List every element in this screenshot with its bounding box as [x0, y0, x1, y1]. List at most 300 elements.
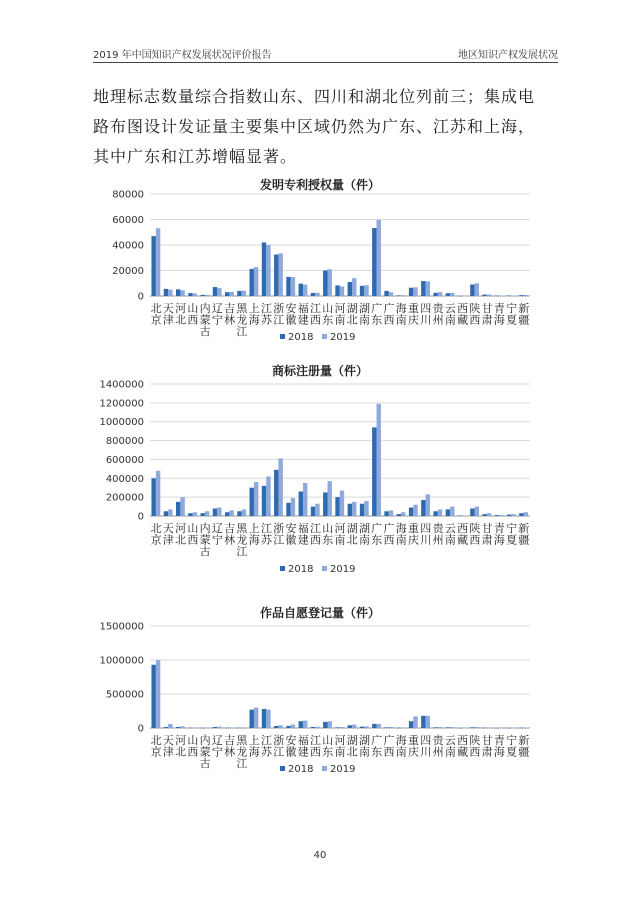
bar-2019 — [254, 267, 258, 296]
bar-2019 — [266, 710, 270, 728]
x-tick-label: 林 — [224, 745, 236, 759]
bar-2018 — [151, 478, 155, 516]
bar-2018 — [164, 727, 168, 728]
bar-2018 — [470, 727, 474, 728]
bar-2018 — [262, 486, 266, 516]
bar-2019 — [156, 660, 160, 728]
x-tick-label: 川 — [420, 745, 432, 759]
bar-2019 — [193, 293, 197, 296]
y-tick-label: 80000 — [112, 189, 144, 201]
bar-2019 — [475, 283, 479, 296]
x-tick-label: 北 — [150, 522, 162, 535]
x-tick-label: 云 — [444, 522, 456, 535]
bar-2019 — [327, 721, 331, 728]
bar-2018 — [250, 488, 254, 516]
x-tick-label: 津 — [162, 313, 174, 327]
x-tick-label: 宁 — [211, 745, 223, 759]
bar-2018 — [299, 491, 303, 516]
x-tick-label: 江 — [309, 302, 321, 315]
x-tick-label: 蒙 — [199, 313, 211, 327]
body-paragraph: 地理标志数量综合指数山东、四川和湖北位列前三；集成电路布图设计发证量主要集中区域仍然为广东、江苏和上海，其中广东和江苏增幅显著。 — [93, 87, 536, 166]
x-tick-label: 重 — [408, 522, 420, 535]
x-tick-label: 京 — [150, 313, 162, 327]
x-tick-label: 北 — [150, 302, 162, 315]
bar-2019 — [450, 507, 454, 516]
bar-2019 — [426, 716, 430, 728]
bar-2018 — [507, 295, 511, 296]
x-tick-label: 苏 — [260, 313, 272, 327]
bar-2019 — [266, 476, 270, 516]
bar-2019 — [475, 727, 479, 728]
x-tick-label: 苏 — [260, 745, 272, 759]
bar-2018 — [213, 727, 217, 728]
x-tick-label: 苏 — [260, 533, 272, 547]
bar-2019 — [487, 294, 491, 296]
x-tick-label: 海 — [248, 533, 260, 547]
bar-2018 — [519, 728, 523, 729]
bar-2019 — [364, 285, 368, 296]
bar-2018 — [286, 503, 290, 516]
bar-2019 — [254, 708, 258, 728]
x-tick-label: 疆 — [518, 313, 530, 327]
x-tick-label: 西 — [309, 745, 321, 759]
bar-2019 — [352, 725, 356, 728]
y-tick-label: 1400000 — [99, 379, 144, 391]
x-tick-label: 西 — [187, 533, 199, 547]
bar-2019 — [511, 514, 515, 516]
x-tick-label: 上 — [248, 734, 260, 747]
bar-2019 — [389, 292, 393, 296]
x-tick-label: 内 — [199, 734, 211, 747]
x-tick-label: 四 — [420, 734, 432, 747]
bar-2019 — [377, 404, 381, 516]
x-tick-label: 宁 — [506, 734, 518, 747]
bar-2018 — [250, 710, 254, 728]
bar-2019 — [450, 293, 454, 296]
x-tick-label: 蒙 — [199, 745, 211, 759]
bar-2019 — [180, 726, 184, 728]
bar-2019 — [315, 727, 319, 728]
bar-2018 — [360, 504, 364, 516]
x-tick-label: 福 — [297, 734, 309, 747]
x-tick-label: 西 — [309, 313, 321, 327]
x-tick-label: 肃 — [481, 313, 493, 327]
bar-2018 — [482, 728, 486, 729]
chart-title-patents: 发明专利授权量（件） — [259, 178, 380, 192]
bar-2018 — [421, 281, 425, 296]
bar-2019 — [193, 512, 197, 516]
bar-2018 — [372, 427, 376, 516]
bar-2019 — [193, 727, 197, 728]
x-tick-label: 东 — [371, 533, 383, 547]
x-tick-label: 古 — [199, 325, 211, 338]
x-tick-label: 湖 — [359, 734, 371, 747]
x-tick-label: 湖 — [359, 302, 371, 315]
bar-2019 — [291, 498, 295, 516]
x-tick-label: 内 — [199, 522, 211, 535]
x-tick-label: 北 — [346, 533, 358, 547]
bar-2018 — [470, 508, 474, 516]
bar-2019 — [229, 727, 233, 728]
bar-2019 — [205, 727, 209, 728]
x-tick-label: 广 — [371, 302, 383, 315]
x-tick-label: 海 — [395, 302, 407, 315]
bar-2019 — [438, 292, 442, 296]
bar-2019 — [511, 295, 515, 296]
x-tick-label: 河 — [334, 734, 346, 747]
bar-2018 — [433, 293, 437, 296]
bar-2018 — [188, 513, 192, 516]
x-tick-label: 京 — [150, 533, 162, 547]
x-tick-label: 海 — [395, 522, 407, 535]
legend-swatch-2018 — [280, 566, 285, 571]
bar-2018 — [519, 513, 523, 516]
x-tick-label: 天 — [162, 734, 174, 747]
bar-2018 — [397, 295, 401, 296]
bar-2019 — [327, 269, 331, 296]
y-tick-label: 40000 — [112, 240, 144, 252]
x-tick-label: 西 — [457, 302, 469, 315]
bar-2018 — [237, 291, 241, 296]
bar-2019 — [389, 510, 393, 516]
y-tick-label: 0 — [137, 723, 144, 735]
x-tick-label: 南 — [359, 313, 371, 327]
bar-2018 — [384, 291, 388, 296]
bar-2018 — [176, 727, 180, 728]
y-tick-label: 0 — [137, 511, 144, 523]
bar-2018 — [274, 470, 278, 516]
x-tick-label: 西 — [187, 313, 199, 327]
bar-2018 — [384, 727, 388, 728]
bar-2018 — [421, 716, 425, 728]
x-tick-label: 龙 — [236, 533, 248, 547]
x-tick-label: 州 — [432, 745, 444, 759]
x-tick-label: 西 — [469, 533, 481, 547]
x-tick-label: 海 — [493, 313, 505, 327]
x-tick-label: 陕 — [469, 302, 481, 315]
bar-2019 — [168, 509, 172, 516]
chart-title-copyright: 作品自愿登记量（件） — [259, 606, 380, 620]
bar-2019 — [438, 727, 442, 728]
x-tick-label: 南 — [359, 745, 371, 759]
bar-2019 — [462, 296, 466, 297]
y-tick-label: 1000000 — [99, 417, 144, 429]
x-tick-label: 林 — [224, 313, 236, 327]
bar-2018 — [274, 726, 278, 728]
bar-2018 — [409, 508, 413, 516]
legend-swatch-2018 — [280, 334, 285, 339]
x-tick-label: 北 — [346, 745, 358, 759]
bar-2018 — [372, 228, 376, 296]
x-tick-label: 广 — [383, 734, 395, 747]
bar-2019 — [278, 725, 282, 728]
x-tick-label: 广 — [383, 522, 395, 535]
bar-2019 — [291, 277, 295, 296]
x-tick-label: 南 — [395, 313, 407, 327]
x-tick-label: 江 — [260, 522, 272, 535]
x-tick-label: 甘 — [481, 302, 493, 315]
x-tick-label: 西 — [469, 745, 481, 759]
bar-2018 — [348, 282, 352, 296]
x-tick-label: 疆 — [518, 745, 530, 759]
x-tick-label: 津 — [162, 533, 174, 547]
bar-2019 — [278, 253, 282, 296]
x-tick-label: 南 — [334, 313, 346, 327]
bar-2019 — [340, 286, 344, 296]
x-tick-label: 贵 — [432, 734, 444, 747]
bar-2018 — [397, 728, 401, 729]
x-tick-label: 安 — [285, 734, 297, 747]
x-tick-label: 海 — [395, 734, 407, 747]
x-tick-label: 川 — [420, 313, 432, 327]
x-tick-label: 林 — [224, 533, 236, 547]
bar-2018 — [213, 508, 217, 516]
bar-2019 — [168, 724, 172, 728]
bar-2019 — [303, 721, 307, 728]
legend-swatch-2018 — [280, 766, 285, 771]
bar-2019 — [303, 285, 307, 296]
bar-2019 — [401, 295, 405, 296]
page-number: 40 — [313, 850, 327, 861]
bar-2019 — [487, 727, 491, 728]
bar-2019 — [327, 481, 331, 516]
x-tick-label: 宁 — [506, 522, 518, 535]
y-tick-label: 60000 — [112, 215, 144, 226]
legend-swatch-2019 — [322, 766, 327, 771]
x-tick-label: 疆 — [518, 533, 530, 547]
x-tick-label: 湖 — [346, 302, 358, 315]
x-tick-label: 南 — [395, 533, 407, 547]
y-tick-label: 0 — [137, 291, 144, 303]
legend-label-2019: 2019 — [330, 332, 356, 343]
x-tick-label: 海 — [493, 745, 505, 759]
bar-2019 — [364, 501, 368, 516]
bar-2019 — [511, 728, 515, 729]
bar-2018 — [507, 515, 511, 516]
bar-2018 — [201, 513, 205, 516]
bar-2019 — [413, 716, 417, 728]
bar-2019 — [217, 288, 221, 296]
x-tick-label: 南 — [444, 533, 456, 547]
bar-2019 — [156, 471, 160, 516]
bar-2019 — [475, 507, 479, 516]
bar-2019 — [426, 494, 430, 516]
x-tick-label: 江 — [273, 533, 285, 547]
x-tick-label: 徽 — [285, 533, 297, 547]
x-tick-label: 重 — [408, 302, 420, 315]
x-tick-label: 山 — [187, 302, 199, 315]
x-tick-label: 肃 — [481, 745, 493, 759]
x-tick-label: 建 — [297, 313, 309, 327]
x-tick-label: 陕 — [469, 734, 481, 747]
x-tick-label: 徽 — [285, 313, 297, 327]
bar-2018 — [237, 511, 241, 516]
bar-2018 — [176, 289, 180, 296]
bar-2018 — [311, 727, 315, 728]
x-tick-label: 北 — [175, 313, 187, 327]
bar-2019 — [242, 291, 246, 296]
x-tick-label: 西 — [187, 745, 199, 759]
chart-copyright — [90, 620, 540, 780]
x-tick-label: 龙 — [236, 745, 248, 759]
bar-2018 — [372, 724, 376, 728]
bar-2018 — [335, 727, 339, 728]
bar-2018 — [446, 293, 450, 296]
bar-2018 — [335, 285, 339, 296]
x-tick-label: 肃 — [481, 533, 493, 547]
y-tick-label: 1000000 — [99, 655, 144, 667]
x-tick-label: 州 — [432, 533, 444, 547]
bar-2018 — [188, 728, 192, 729]
x-tick-label: 浙 — [273, 522, 285, 535]
bar-2019 — [303, 483, 307, 516]
x-tick-label: 南 — [359, 533, 371, 547]
bar-2019 — [426, 281, 430, 296]
bar-2019 — [524, 727, 528, 728]
bar-2018 — [250, 269, 254, 296]
bar-2018 — [397, 514, 401, 516]
x-tick-label: 黑 — [236, 302, 248, 315]
x-tick-label: 宁 — [506, 302, 518, 315]
bar-2019 — [278, 458, 282, 516]
x-tick-label: 安 — [285, 522, 297, 535]
x-tick-label: 西 — [457, 734, 469, 747]
x-tick-label: 山 — [322, 302, 334, 315]
bar-2018 — [482, 295, 486, 296]
x-tick-label: 徽 — [285, 745, 297, 759]
x-tick-label: 南 — [395, 745, 407, 759]
x-tick-label: 海 — [248, 313, 260, 327]
bar-2019 — [315, 504, 319, 516]
bar-2018 — [348, 725, 352, 728]
bar-2019 — [340, 727, 344, 728]
legend-label-2019: 2019 — [330, 564, 356, 575]
x-tick-label: 湖 — [346, 734, 358, 747]
x-tick-label: 黑 — [236, 734, 248, 747]
bar-2018 — [360, 727, 364, 728]
x-tick-label: 南 — [334, 533, 346, 547]
x-tick-label: 吉 — [224, 734, 236, 747]
x-tick-label: 天 — [162, 522, 174, 535]
x-tick-label: 江 — [236, 545, 248, 558]
bar-2019 — [389, 727, 393, 728]
y-tick-label: 800000 — [105, 436, 144, 448]
x-tick-label: 青 — [493, 302, 505, 315]
bar-2018 — [335, 497, 339, 516]
x-tick-label: 西 — [383, 745, 395, 759]
x-tick-label: 建 — [297, 533, 309, 547]
bar-2019 — [364, 726, 368, 728]
x-tick-label: 新 — [518, 302, 530, 315]
chart-patents — [90, 188, 540, 348]
bar-2018 — [409, 721, 413, 728]
x-tick-label: 新 — [518, 734, 530, 747]
x-tick-label: 夏 — [506, 745, 518, 759]
x-tick-label: 福 — [297, 522, 309, 535]
x-tick-label: 青 — [493, 522, 505, 535]
bar-2019 — [377, 724, 381, 728]
x-tick-label: 京 — [150, 745, 162, 759]
x-tick-label: 贵 — [432, 302, 444, 315]
y-tick-label: 1500000 — [99, 621, 144, 633]
x-tick-label: 安 — [285, 302, 297, 315]
x-tick-label: 广 — [383, 302, 395, 315]
x-tick-label: 吉 — [224, 522, 236, 535]
x-tick-label: 北 — [175, 745, 187, 759]
bar-2019 — [450, 727, 454, 728]
x-tick-label: 宁 — [211, 313, 223, 327]
x-tick-label: 辽 — [211, 302, 223, 315]
bar-2018 — [311, 293, 315, 296]
bar-2019 — [352, 278, 356, 296]
x-tick-label: 东 — [322, 313, 334, 327]
bar-2018 — [151, 665, 155, 728]
x-tick-label: 云 — [444, 302, 456, 315]
header-section-title: 地区知识产权发展状况 — [458, 50, 558, 61]
bar-2018 — [225, 728, 229, 729]
x-tick-label: 西 — [309, 533, 321, 547]
legend-label-2018: 2018 — [288, 564, 314, 575]
x-tick-label: 江 — [236, 757, 248, 770]
x-tick-label: 山 — [322, 734, 334, 747]
bar-2019 — [156, 228, 160, 296]
x-tick-label: 南 — [444, 313, 456, 327]
bar-2018 — [360, 286, 364, 296]
y-tick-label: 1200000 — [99, 398, 144, 410]
x-tick-label: 庆 — [408, 313, 420, 327]
bar-2018 — [225, 512, 229, 516]
x-tick-label: 夏 — [506, 533, 518, 547]
x-tick-label: 广 — [371, 522, 383, 535]
legend-label-2018: 2018 — [288, 764, 314, 775]
bar-2019 — [242, 727, 246, 728]
y-tick-label: 200000 — [105, 492, 144, 504]
bar-2018 — [495, 515, 499, 516]
bar-2019 — [462, 516, 466, 517]
legend-label-2018: 2018 — [288, 332, 314, 343]
legend-swatch-2019 — [322, 334, 327, 339]
bar-2019 — [438, 509, 442, 516]
x-tick-label: 藏 — [457, 745, 469, 759]
bar-2019 — [524, 295, 528, 296]
bar-2018 — [458, 728, 462, 729]
bar-2019 — [499, 728, 503, 729]
x-tick-label: 河 — [175, 522, 187, 535]
x-tick-label: 江 — [309, 522, 321, 535]
x-tick-label: 古 — [199, 545, 211, 558]
bar-2019 — [254, 482, 258, 516]
x-tick-label: 古 — [199, 757, 211, 770]
bar-2018 — [188, 293, 192, 296]
x-tick-label: 江 — [309, 734, 321, 747]
x-tick-label: 陕 — [469, 522, 481, 535]
bar-2019 — [499, 515, 503, 516]
x-tick-label: 藏 — [457, 313, 469, 327]
bar-2018 — [201, 728, 205, 729]
x-tick-label: 蒙 — [199, 533, 211, 547]
x-tick-label: 湖 — [359, 522, 371, 535]
bar-2019 — [413, 287, 417, 296]
x-tick-label: 庆 — [408, 533, 420, 547]
bar-2019 — [242, 509, 246, 516]
bar-2018 — [311, 507, 315, 516]
x-tick-label: 北 — [175, 533, 187, 547]
x-tick-label: 州 — [432, 313, 444, 327]
bar-2018 — [495, 296, 499, 297]
x-tick-label: 上 — [248, 302, 260, 315]
header-divider — [93, 62, 558, 63]
x-tick-label: 江 — [260, 302, 272, 315]
